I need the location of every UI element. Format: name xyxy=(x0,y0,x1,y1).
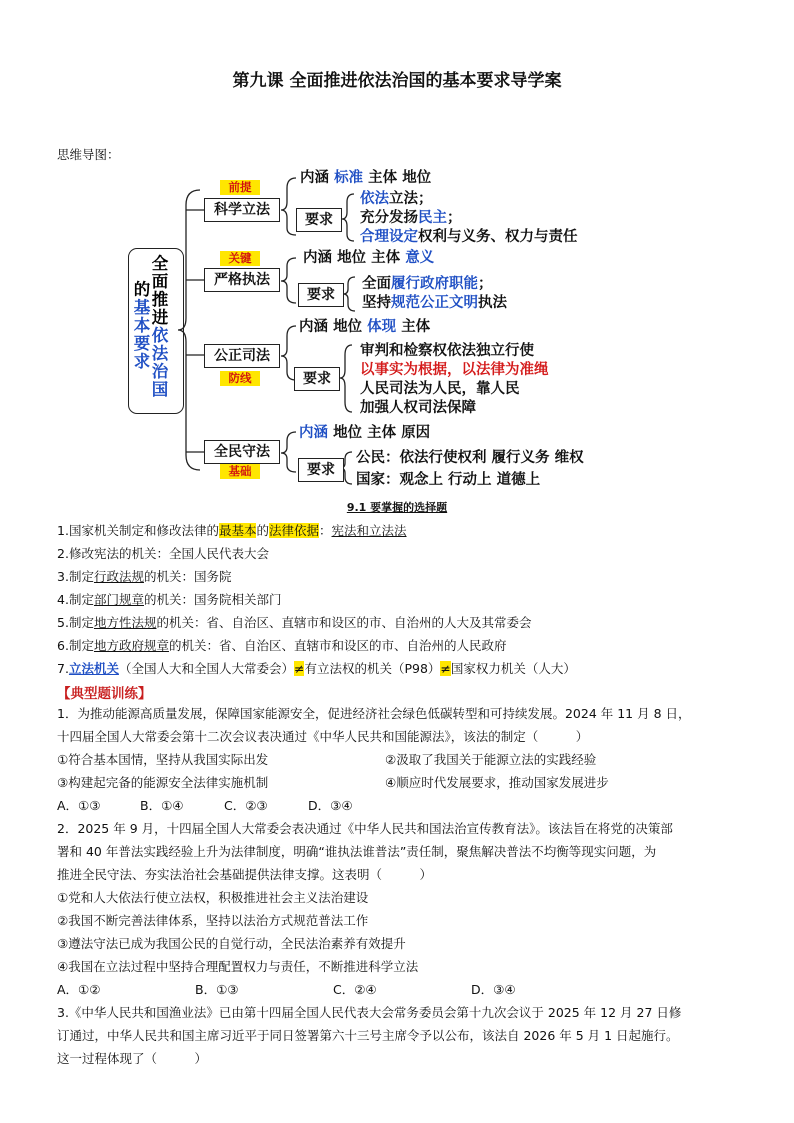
tag-premise: 前提 xyxy=(220,180,260,195)
q1-answer-b: B．①④ xyxy=(140,798,184,813)
q1-answer-d: D．③④ xyxy=(308,798,353,813)
q1-answer-c: C．②③ xyxy=(224,798,268,813)
root-chars-a: 全 面 推 进 xyxy=(151,254,169,327)
tag-foundation: 基础 xyxy=(220,464,260,479)
branch4-req-2: 国家：观念上 行动上 道德上 xyxy=(356,472,541,488)
q1-answer-a: A．①③ xyxy=(57,798,101,813)
q2-answer-a: A．①② xyxy=(57,982,101,997)
branch1-neihan: 内涵 标准 主体 地位 xyxy=(300,170,432,186)
branch3-req-3: 人民司法为人民，靠人民 xyxy=(360,381,520,397)
q2-line-2: 署和 40 年普法实践经验上升为法律制度，明确“谁执法谁普法”责任制，聚焦解决普法不均衡等现实问题，为 xyxy=(57,844,657,859)
q2-line-1: 2．2025 年 9 月，十四届全国人大常委会表决通过《中华人民共和国法治宣传教育法》。该法旨在将党的决策部 xyxy=(57,821,673,836)
fact-6: 6.制定地方政府规章的机关：省、自治区、直辖市和设区的市、自治州的人民政府 xyxy=(57,638,507,653)
section-title: 9.1 要掌握的选择题 xyxy=(346,501,448,514)
q3-line-2: 订通过，中华人民共和国主席习近平于同日签署第六十三号主席令予以公布，该法自 2026 年 5 月 1 日起施行。 xyxy=(57,1028,679,1043)
branch4-req-box: 要求 xyxy=(298,458,344,482)
branch1-req-box: 要求 xyxy=(296,208,342,232)
q2-option-4: ④我国在立法过程中坚持合理配置权力与责任，不断推进科学立法 xyxy=(57,959,419,974)
q1-option-2: ②汲取了我国关于能源立法的实践经验 xyxy=(385,752,597,767)
q1-option-4: ④顺应时代发展要求，推动国家发展进步 xyxy=(385,775,609,790)
branch-kexue-lifa: 科学立法 xyxy=(204,198,280,222)
fact-5: 5.制定地方性法规的机关：省、自治区、直辖市和设区的市、自治州的人大及其常委会 xyxy=(57,615,532,630)
branch3-req-box: 要求 xyxy=(294,367,340,391)
branch1-req-2: 充分发扬民主； xyxy=(360,210,462,226)
branch3-neihan: 内涵 地位 体现 主体 xyxy=(299,319,431,335)
q1-line-1: 1．为推动能源高质量发展，保障国家能源安全，促进经济社会绿色低碳转型和可持续发展。2024 年 11 月 8 日， xyxy=(57,706,691,721)
tag-key: 关键 xyxy=(220,251,260,266)
root-node xyxy=(128,248,184,414)
mindmap-label: 思维导图： xyxy=(57,147,120,162)
branch2-req-box: 要求 xyxy=(298,283,344,307)
q1-line-2: 十四届全国人大常委会第十二次会议表决通过《中华人民共和国能源法》，该法的制定（ ） xyxy=(57,729,589,744)
fact-4: 4.制定部门规章的机关：国务院相关部门 xyxy=(57,592,282,607)
branch3-req-1: 审判和检察权依法独立行使 xyxy=(360,343,534,359)
branch2-req-1: 全面履行政府职能； xyxy=(362,276,493,292)
branch2-neihan: 内涵 地位 主体 意义 xyxy=(303,250,435,266)
branch4-req-1: 公民：依法行使权利 履行义务 维权 xyxy=(356,450,584,466)
branch1-req-1: 依法立法； xyxy=(360,191,433,207)
q3-line-1: 3.《中华人民共和国渔业法》已由第十四届全国人民代表大会常务委员会第十九次会议于 2025 年 12 月 27 日修 xyxy=(57,1005,682,1020)
q2-answer-d: D．③④ xyxy=(471,982,516,997)
branch-quanmin-shoufa: 全民守法 xyxy=(204,440,280,464)
q2-option-2: ②我国不断完善法律体系，坚持以法治方式规范普法工作 xyxy=(57,913,369,928)
q2-line-3: 推进全民守法、夯实法治社会基础提供法律支撑。这表明（ ） xyxy=(57,867,433,882)
branch3-req-4: 加强人权司法保障 xyxy=(360,400,476,416)
tag-defense: 防线 xyxy=(220,371,260,386)
root-text-2: 的 基 本 要 求 xyxy=(133,280,151,371)
fact-1: 1.国家机关制定和修改法律的最基本的法律依据：宪法和立法法 xyxy=(57,523,407,538)
branch-gongzheng-sifa: 公正司法 xyxy=(204,344,280,368)
page-title: 第九课 全面推进依法治国的基本要求导学案 xyxy=(232,71,562,91)
branch2-req-2: 坚持规范公正文明执法 xyxy=(362,295,507,311)
fact-3: 3.制定行政法规的机关：国务院 xyxy=(57,569,232,584)
q3-line-3: 这一过程体现了（ ） xyxy=(57,1051,208,1066)
practice-header: 【典型题训练】 xyxy=(57,686,152,702)
q2-answer-b: B．①③ xyxy=(195,982,239,997)
q1-option-1: ①符合基本国情，坚持从我国实际出发 xyxy=(57,752,269,767)
branch3-req-2: 以事实为根据，以法律为准绳 xyxy=(360,362,549,378)
branch4-neihan: 内涵 地位 主体 原因 xyxy=(299,425,431,441)
fact-2: 2.修改宪法的机关：全国人民代表大会 xyxy=(57,546,269,561)
branch-yange-zhifa: 严格执法 xyxy=(204,268,280,292)
branch1-req-3: 合理设定权利与义务、权力与责任 xyxy=(360,229,578,245)
q2-option-3: ③遵法守法已成为我国公民的自觉行动，全民法治素养有效提升 xyxy=(57,936,406,951)
q2-answer-c: C．②④ xyxy=(333,982,377,997)
root-text-1: 全 面 推 进 依 法 治 国 xyxy=(151,254,169,399)
fact-7: 7.立法机关（全国人大和全国人大常委会）≠有立法权的机关（P98）≠国家权力机关（人大） xyxy=(57,661,576,676)
q1-option-3: ③构建起完备的能源安全法律实施机制 xyxy=(57,775,269,790)
q2-option-1: ①党和人大依法行使立法权，积极推进社会主义法治建设 xyxy=(57,890,369,905)
